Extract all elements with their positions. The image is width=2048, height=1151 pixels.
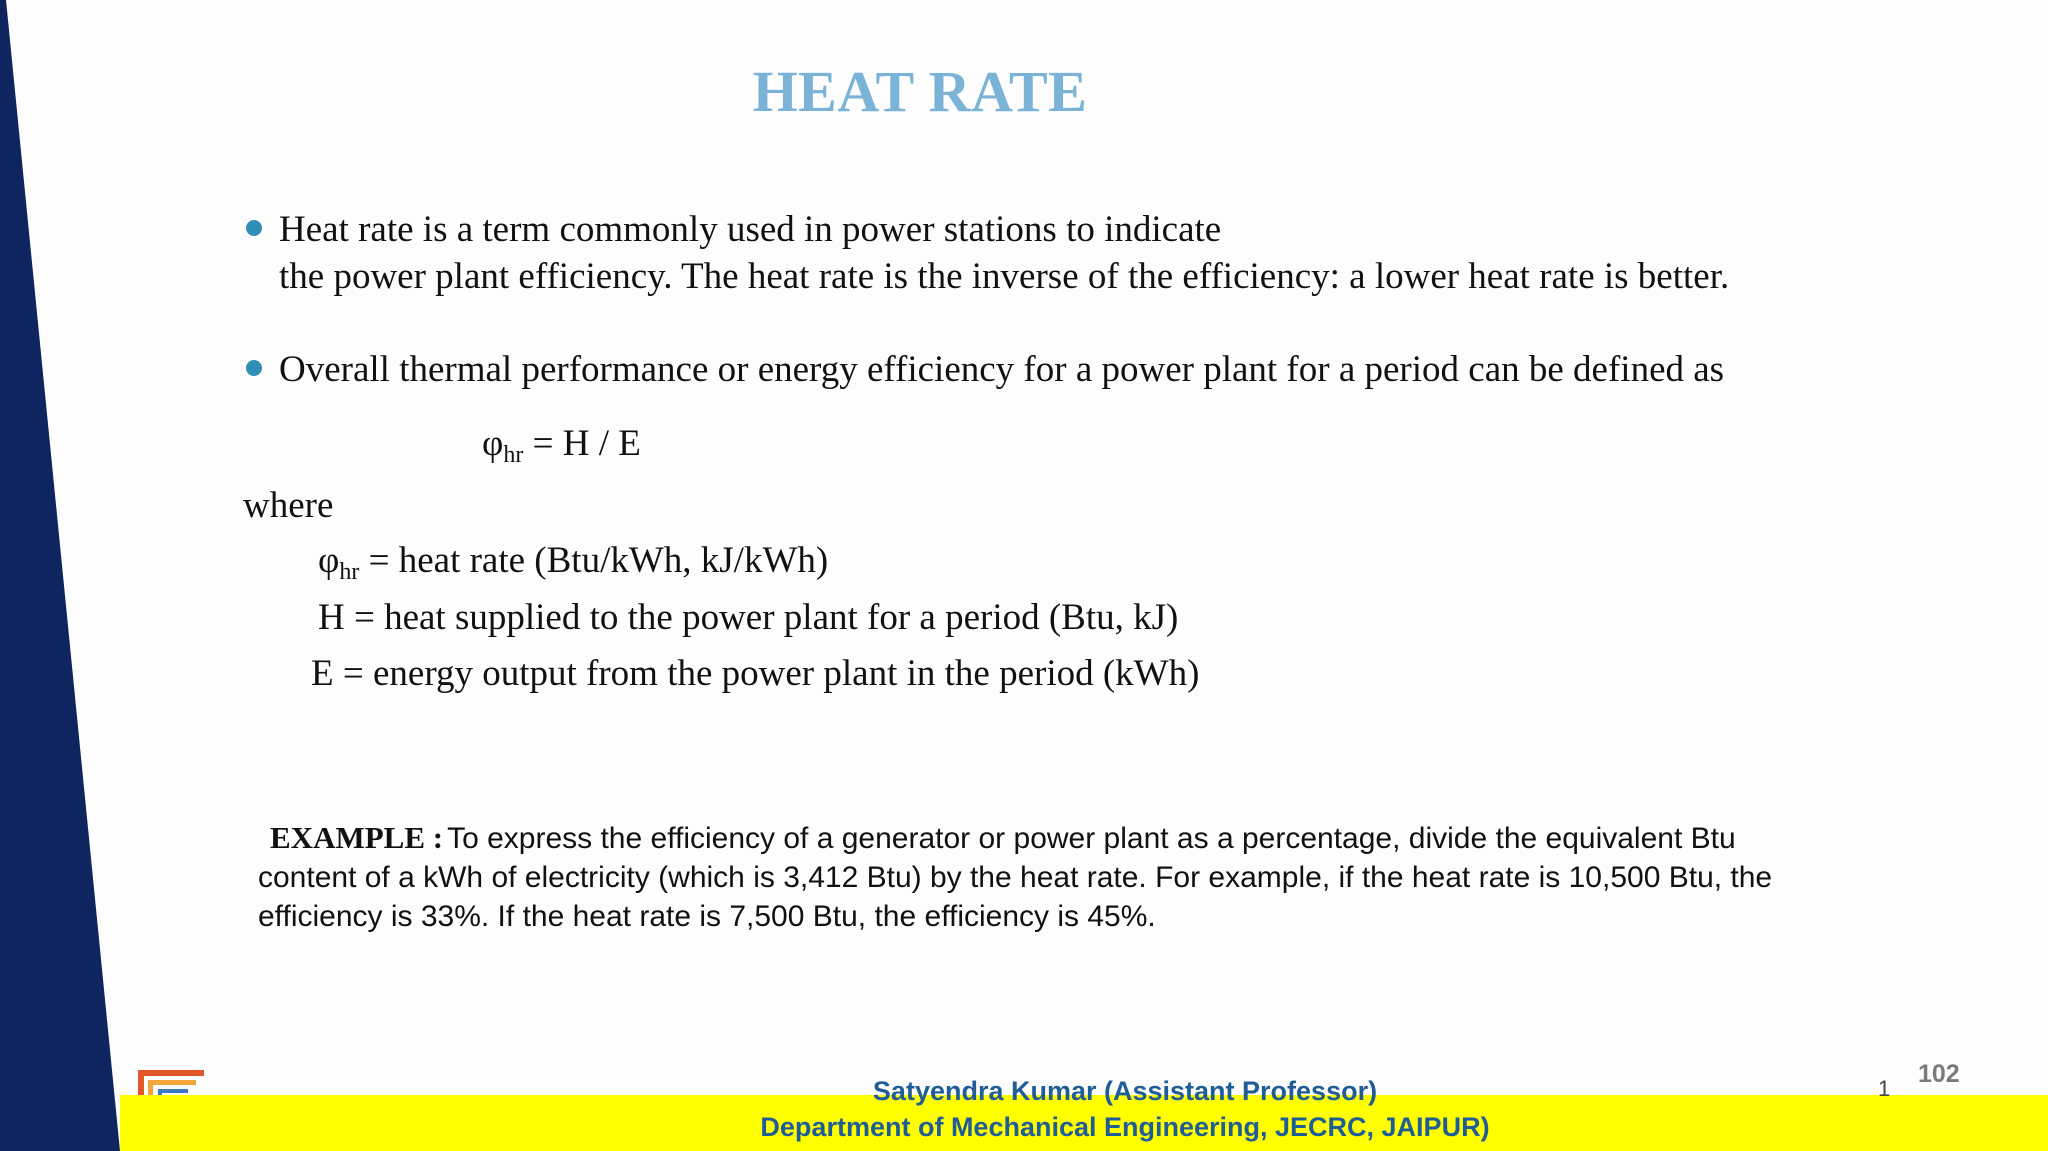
side-band-decoration (0, 0, 125, 1151)
bullet-1-line-1: Heat rate is a term commonly used in power stations to indicate (279, 209, 1222, 250)
slide-title: HEAT RATE (752, 59, 1088, 124)
definition-symbol: φ (318, 540, 340, 581)
formula-subscript: hr (503, 442, 524, 468)
definition-subscript: hr (339, 559, 360, 585)
definition-energy-output: E = energy output from the power plant in the period (kWh) (311, 653, 1200, 694)
slide-number: 1 (1878, 1076, 1891, 1101)
example-paragraph (258, 818, 1838, 936)
heat-rate-formula (482, 422, 641, 469)
definition-heat-rate (318, 539, 828, 586)
where-label: where (243, 485, 334, 526)
formula-rhs: = H / E (523, 423, 641, 464)
example-label: EXAMPLE : (270, 820, 444, 855)
bullet-dot-1 (246, 220, 262, 236)
definition-text: = heat rate (Btu/kWh, kJ/kWh) (359, 540, 829, 581)
page-number: 102 (1918, 1060, 1960, 1088)
bullet-2-line-1: Overall thermal performance or energy efficiency for a power plant for a period can be defined as (279, 349, 1725, 390)
bullet-1-line-2: the power plant efficiency. The heat rate is the inverse of the efficiency: a lower heat rate is better. (279, 256, 1730, 297)
bullet-dot-2 (246, 360, 262, 376)
formula-symbol: φ (482, 423, 504, 464)
definition-heat-supplied: H = heat supplied to the power plant for a period (Btu, kJ) (318, 597, 1179, 638)
footer-author: Satyendra Kumar (Assistant Professor) (872, 1076, 1378, 1106)
footer-department: Department of Mechanical Engineering, JECRC, JAIPUR) (760, 1112, 1490, 1142)
example-text: To express the efficiency of a generator or power plant as a percentage, divide the equivalent Btu content of a kWh of electricity (which is 3,412 Btu) by the heat rate. For example, if the heat rate is 10,500 Btu, the efficiency is 33%. If the heat rate is 7,500 Btu, the efficiency is 45%. (258, 822, 1773, 933)
